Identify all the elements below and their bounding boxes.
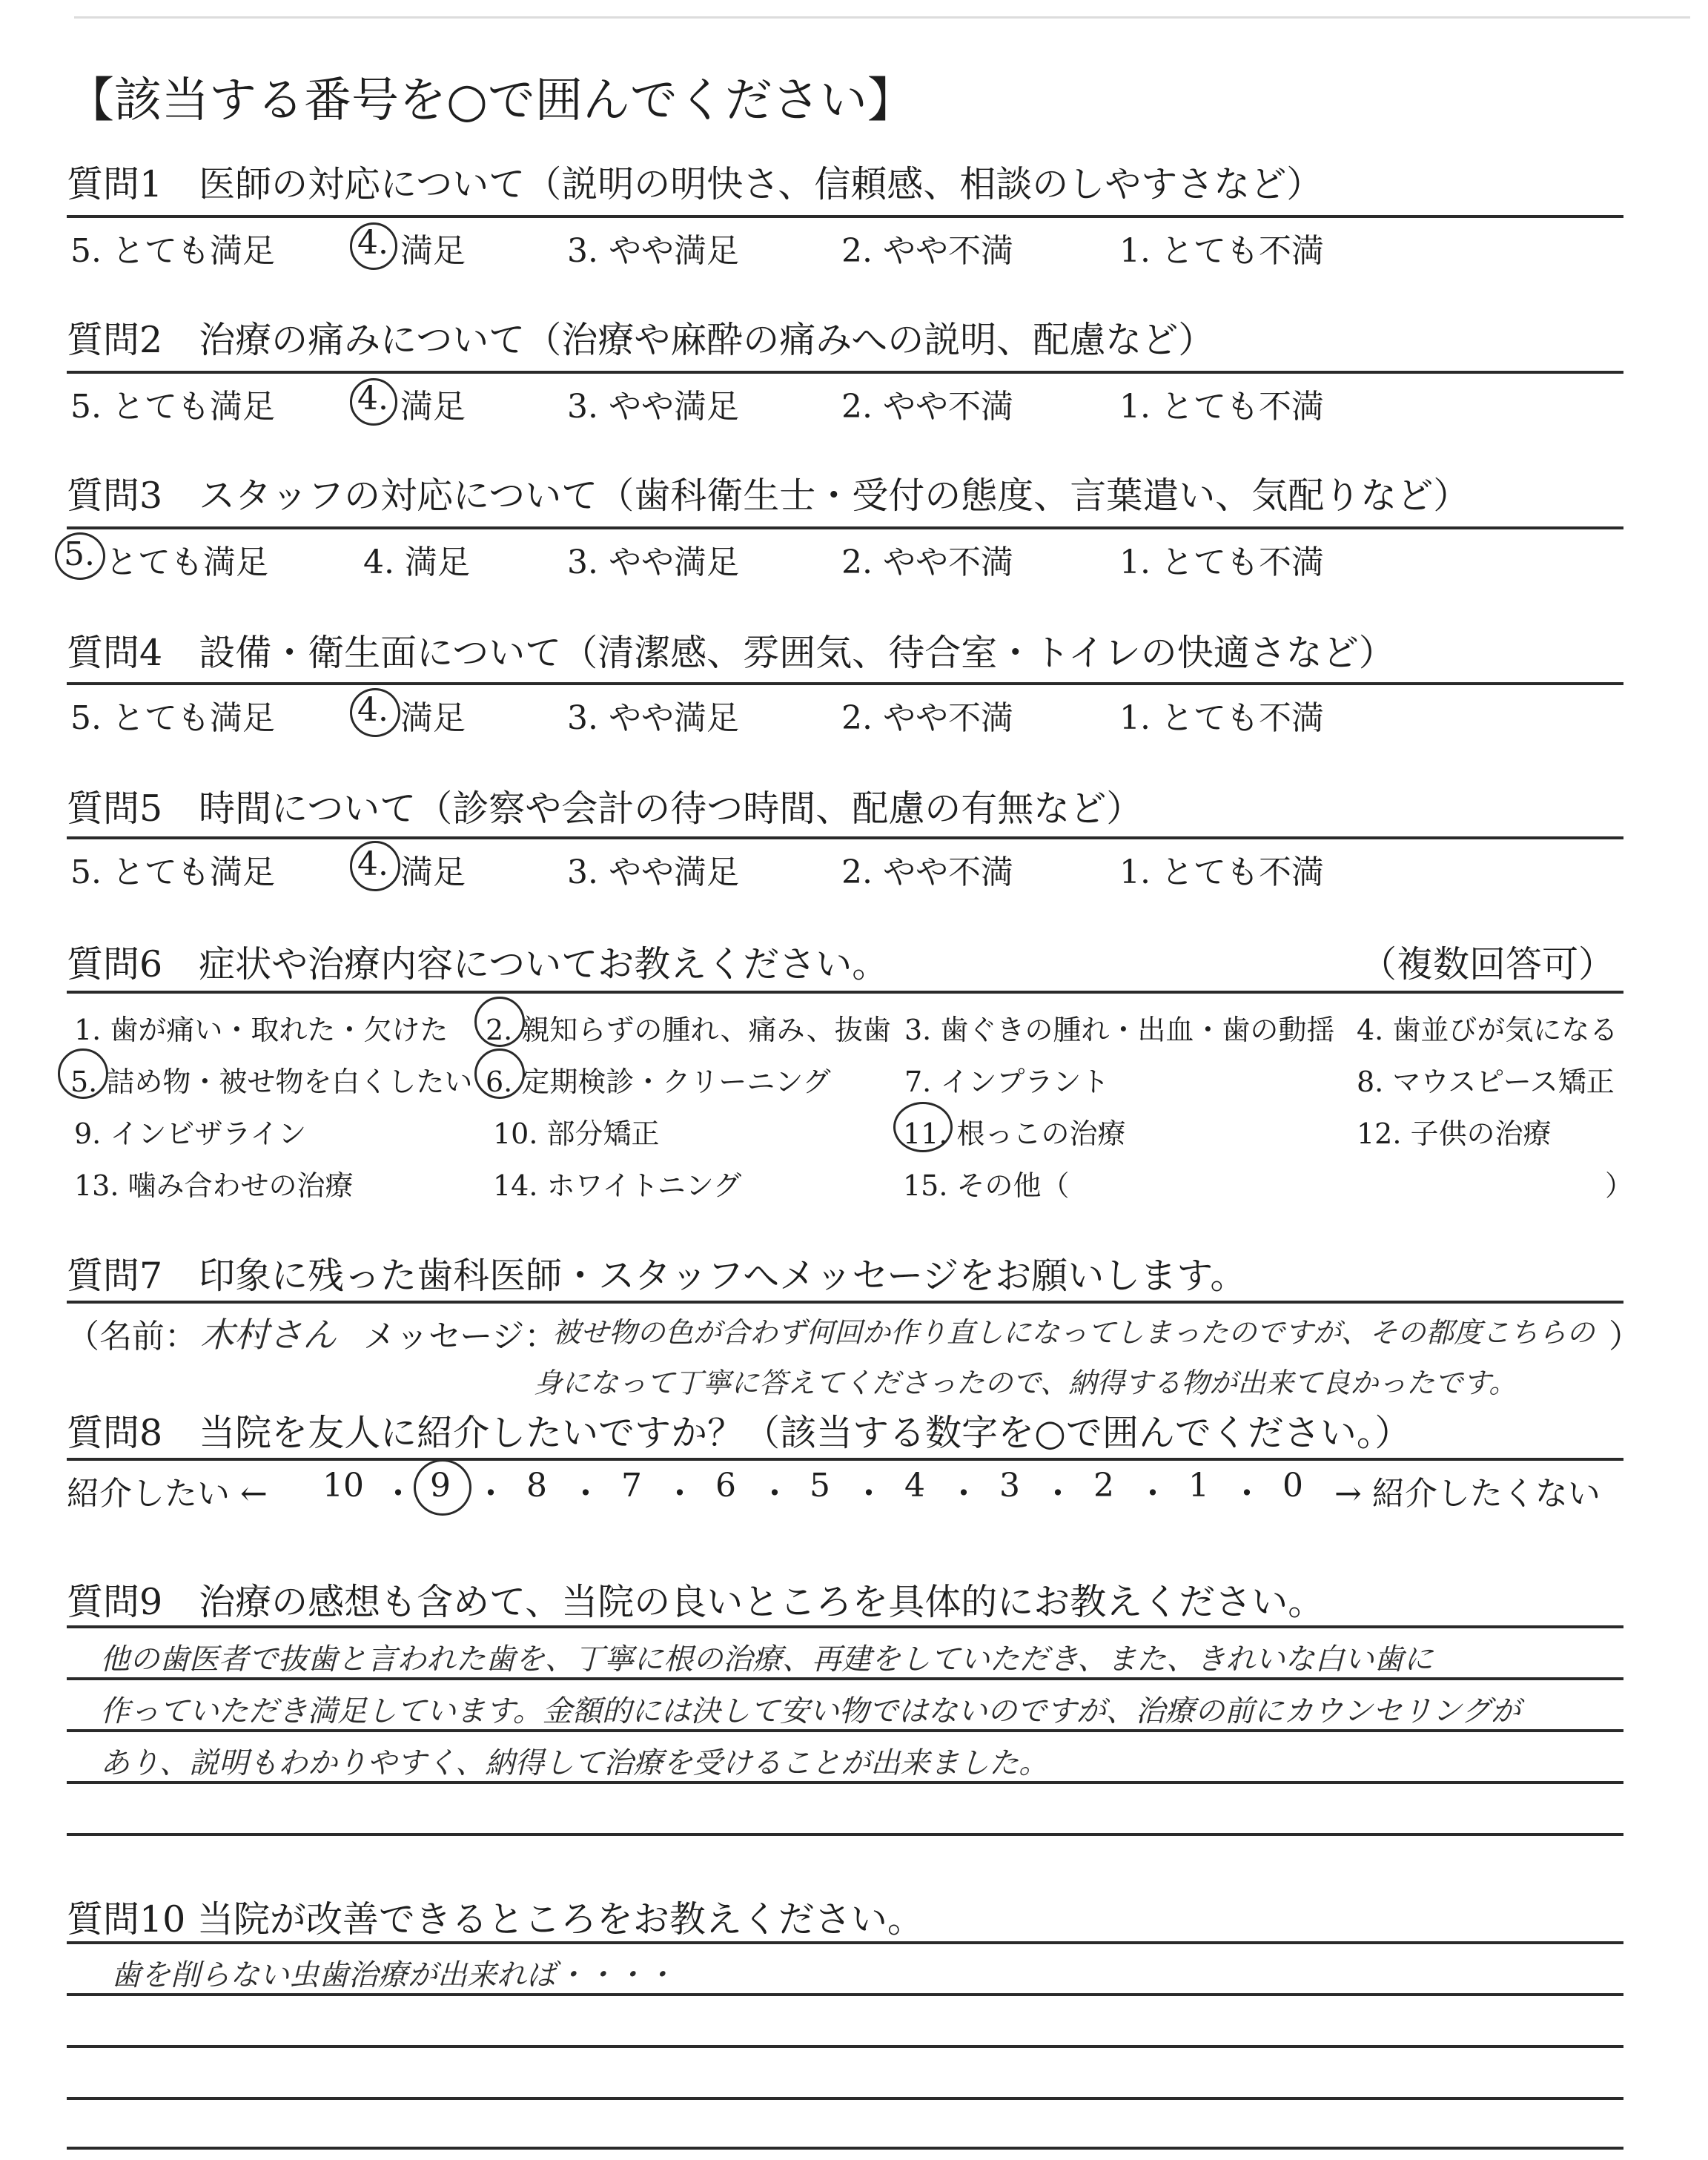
q4-rule — [67, 682, 1623, 685]
q8-score-3[interactable]: 3 — [999, 1467, 1020, 1505]
q6-title: 質問6 症状や治療内容についてお教えください。 — [67, 943, 889, 985]
q10-rule-4 — [67, 2097, 1623, 2100]
q8-score-4[interactable]: 4 — [904, 1467, 925, 1505]
q6-item-15-text: その他（ — [956, 1169, 1070, 1202]
q8-separator: ・ — [853, 1475, 885, 1513]
q3-option-4[interactable]: 4. 満足 — [363, 544, 470, 581]
q6-item-7-num: 7. — [904, 1066, 932, 1098]
q2-option-4-number[interactable]: 4. — [357, 380, 388, 417]
q7-close-paren: ） — [1609, 1318, 1641, 1355]
q6-item-14[interactable] — [493, 1163, 741, 1203]
q1-option-1[interactable]: 1. とても不満 — [1119, 232, 1324, 270]
q8-score-8[interactable]: 8 — [526, 1467, 547, 1505]
q9-rule-4 — [67, 1781, 1623, 1784]
q6-item-3-num: 3. — [904, 1014, 932, 1046]
q6-item-13[interactable] — [74, 1163, 354, 1203]
q8-rule — [67, 1458, 1623, 1461]
q4-option-4-number[interactable]: 4. — [357, 691, 388, 729]
q9-answer-line-3[interactable]: あり、説明もわかりやすく、納得して治療を受けることが出来ました。 — [100, 1746, 1049, 1780]
q8-separator: ・ — [1231, 1475, 1263, 1513]
q7-message-label: メッセージ： — [363, 1318, 557, 1355]
q2-option-4-label[interactable]: 満足 — [400, 388, 466, 426]
q6-rule — [67, 991, 1623, 994]
q10-answer-line-1[interactable]: 歯を削らない虫歯治療が出来れば・・・・ — [111, 1958, 675, 1992]
q6-item-5-text: 詰め物・被せ物を白くしたい — [106, 1066, 473, 1098]
q10-title: 質問10 当院が改善できるところをお教えください。 — [67, 1898, 924, 1941]
q6-item-15-num: 15. — [903, 1169, 948, 1202]
q1-option-5[interactable]: 5. とても満足 — [70, 232, 275, 270]
q3-rule — [67, 526, 1623, 529]
q10-rule-3 — [67, 2045, 1623, 2048]
q6-item-1-text: 歯が痛い・取れた・欠けた — [110, 1014, 448, 1046]
q8-separator: ・ — [947, 1475, 980, 1513]
q5-option-3[interactable]: 3. やや満足 — [567, 853, 739, 891]
q6-item-10-num: 10. — [493, 1117, 538, 1150]
top-border — [74, 16, 1690, 19]
q6-item-12-text: 子供の治療 — [1410, 1117, 1552, 1150]
q6-item-8-text: マウスピース矯正 — [1392, 1066, 1615, 1098]
q8-separator: ・ — [1042, 1475, 1074, 1513]
q8-score-7[interactable]: 7 — [621, 1467, 642, 1505]
q10-rule-2 — [67, 1993, 1623, 1996]
q8-right-label: → 紹介したくない — [1334, 1475, 1601, 1513]
q6-item-6[interactable] — [486, 1059, 831, 1100]
q6-item-2[interactable] — [486, 1007, 891, 1048]
q8-score-10[interactable]: 10 — [322, 1467, 364, 1505]
q8-score-0[interactable]: 0 — [1282, 1467, 1303, 1505]
q6-item-2-num: 2. — [486, 1014, 513, 1046]
q6-item-11[interactable] — [903, 1111, 1126, 1152]
q9-rule-5 — [67, 1833, 1623, 1836]
q3-option-5-label[interactable]: とても満足 — [105, 544, 268, 581]
q7-name-value[interactable]: 木村さん — [200, 1315, 337, 1355]
page-title: 【該当する番号を○で囲んでください】 — [67, 73, 915, 128]
q6-item-11-text: 根っこの治療 — [956, 1117, 1126, 1150]
q6-note: （複数回答可） — [1360, 943, 1615, 985]
q5-option-4-label[interactable]: 満足 — [400, 853, 466, 891]
q1-option-2[interactable]: 2. やや不満 — [841, 232, 1013, 270]
q5-rule — [67, 836, 1623, 839]
q8-score-5[interactable]: 5 — [810, 1467, 830, 1505]
q10-rule-5 — [67, 2147, 1623, 2150]
q6-item-6-num: 6. — [486, 1066, 513, 1098]
q6-item-12[interactable] — [1357, 1111, 1552, 1152]
q6-item-11-num: 11. — [903, 1117, 948, 1150]
q8-separator: ・ — [382, 1475, 414, 1513]
q6-item-7[interactable] — [904, 1059, 1109, 1100]
q7-name-label: （名前： — [67, 1318, 197, 1355]
q8-left-label: 紹介したい ← — [67, 1475, 268, 1513]
q5-title: 質問5 時間について（診察や会計の待つ時間、配慮の有無など） — [67, 787, 1143, 830]
q4-option-1[interactable]: 1. とても不満 — [1119, 699, 1324, 737]
q1-option-3[interactable]: 3. やや満足 — [567, 232, 739, 270]
q6-item-1[interactable] — [74, 1007, 448, 1048]
q5-option-4-number[interactable]: 4. — [357, 845, 388, 883]
q6-item-4-text: 歯並びが気になる — [1392, 1014, 1618, 1046]
q6-item-14-num: 14. — [493, 1169, 538, 1202]
q8-score-9[interactable]: 9 — [430, 1467, 451, 1505]
q6-item-13-text: 噛み合わせの治療 — [128, 1169, 354, 1202]
q1-option-4-number[interactable]: 4. — [357, 224, 388, 262]
q1-option-4-label[interactable]: 満足 — [400, 232, 466, 270]
q6-item-10[interactable] — [493, 1111, 660, 1152]
q9-answer-line-1[interactable]: 他の歯医者で抜歯と言われた歯を、丁寧に根の治療、再建をしていただき、また、きれいな白い歯に — [100, 1642, 1434, 1677]
q9-rule-2 — [67, 1677, 1623, 1680]
q9-answer-line-2[interactable]: 作っていただき満足しています。金額的には決して安い物ではないのですが、治療の前にカウンセリングが — [100, 1694, 1520, 1728]
q6-item-9[interactable] — [74, 1111, 306, 1152]
q2-option-2[interactable]: 2. やや不満 — [841, 388, 1013, 426]
q9-rule-3 — [67, 1729, 1623, 1732]
q3-option-1[interactable]: 1. とても不満 — [1119, 544, 1324, 581]
q8-title: 質問8 当院を友人に紹介したいですか？（該当する数字を○で囲んでください。） — [67, 1412, 1411, 1454]
q1-title: 質問1 医師の対応について（説明の明快さ、信頼感、相談のしやすさなど） — [67, 163, 1323, 205]
q8-separator: ・ — [1136, 1475, 1169, 1513]
q6-item-12-num: 12. — [1357, 1117, 1402, 1150]
q8-separator: ・ — [758, 1475, 791, 1513]
q2-option-5[interactable]: 5. とても満足 — [70, 388, 275, 426]
q7-title: 質問7 印象に残った歯科医師・スタッフへメッセージをお願いします。 — [67, 1255, 1247, 1297]
q6-item-7-text: インプラント — [940, 1066, 1110, 1098]
q5-option-5[interactable]: 5. とても満足 — [70, 853, 275, 891]
q6-item-4-num: 4. — [1357, 1014, 1384, 1046]
q2-title: 質問2 治療の痛みについて（治療や麻酔の痛みへの説明、配慮など） — [67, 319, 1215, 361]
q4-option-4-label[interactable]: 満足 — [400, 699, 466, 737]
q3-option-5-number[interactable]: 5. — [64, 535, 95, 573]
q6-item-9-num: 9. — [74, 1117, 102, 1150]
q4-option-2[interactable]: 2. やや不満 — [841, 699, 1013, 737]
q4-option-5[interactable]: 5. とても満足 — [70, 699, 275, 737]
q6-item-9-text: インビザライン — [110, 1117, 307, 1150]
q6-item-10-text: 部分矯正 — [546, 1117, 660, 1150]
q1-rule — [67, 215, 1623, 218]
q5-option-2[interactable]: 2. やや不満 — [841, 853, 1013, 891]
q3-option-3[interactable]: 3. やや満足 — [567, 544, 739, 581]
q4-option-3[interactable]: 3. やや満足 — [567, 699, 739, 737]
q3-option-2[interactable]: 2. やや不満 — [841, 544, 1013, 581]
q6-item-15[interactable] — [903, 1163, 1070, 1203]
q2-rule — [67, 371, 1623, 374]
q6-item-3-text: 歯ぐきの腫れ・出血・歯の動揺 — [940, 1014, 1335, 1046]
q8-separator: ・ — [663, 1475, 696, 1513]
q5-option-1[interactable]: 1. とても不満 — [1119, 853, 1324, 891]
q6-item-5[interactable] — [70, 1059, 472, 1100]
q6-item-2-text: 親知らずの腫れ、痛み、抜歯 — [521, 1014, 891, 1046]
q6-item-4[interactable] — [1357, 1007, 1618, 1048]
q8-separator: ・ — [569, 1475, 602, 1513]
q6-item-13-num: 13. — [74, 1169, 119, 1202]
q7-rule — [67, 1301, 1623, 1304]
q2-option-1[interactable]: 1. とても不満 — [1119, 388, 1324, 426]
q2-option-3[interactable]: 3. やや満足 — [567, 388, 739, 426]
q6-item-6-text: 定期検診・クリーニング — [521, 1066, 831, 1098]
q3-title: 質問3 スタッフの対応について（歯科衛生士・受付の態度、言葉遣い、気配りなど） — [67, 475, 1470, 517]
q6-item-14-text: ホワイトニング — [546, 1169, 742, 1202]
q8-separator: ・ — [474, 1475, 507, 1513]
q10-rule-1 — [67, 1941, 1623, 1944]
q8-score-1[interactable]: 1 — [1188, 1467, 1209, 1505]
q8-score-2[interactable]: 2 — [1093, 1467, 1114, 1505]
q9-title: 質問9 治療の感想も含めて、当院の良いところを具体的にお教えください。 — [67, 1581, 1325, 1623]
q6-item-8-num: 8. — [1357, 1066, 1384, 1098]
q6-item-5-num: 5. — [70, 1066, 98, 1098]
q7-message-line-2[interactable]: 身になって丁寧に答えてくださったので、納得する物が出来て良かったです。 — [534, 1367, 1517, 1399]
q7-message-line-1[interactable]: 被せ物の色が合わず何回か作り直しになってしまったのですが、その都度こちらの — [552, 1316, 1595, 1349]
q9-rule-1 — [67, 1625, 1623, 1628]
q6-item-8[interactable] — [1357, 1059, 1615, 1100]
q4-title: 質問4 設備・衛生面について（清潔感、雰囲気、待合室・トイレの快適さなど） — [67, 632, 1395, 674]
q6-item-1-num: 1. — [74, 1014, 102, 1046]
q8-score-6[interactable]: 6 — [715, 1467, 736, 1505]
q6-other-close-paren: ） — [1605, 1169, 1634, 1202]
q6-item-3[interactable] — [904, 1007, 1334, 1048]
